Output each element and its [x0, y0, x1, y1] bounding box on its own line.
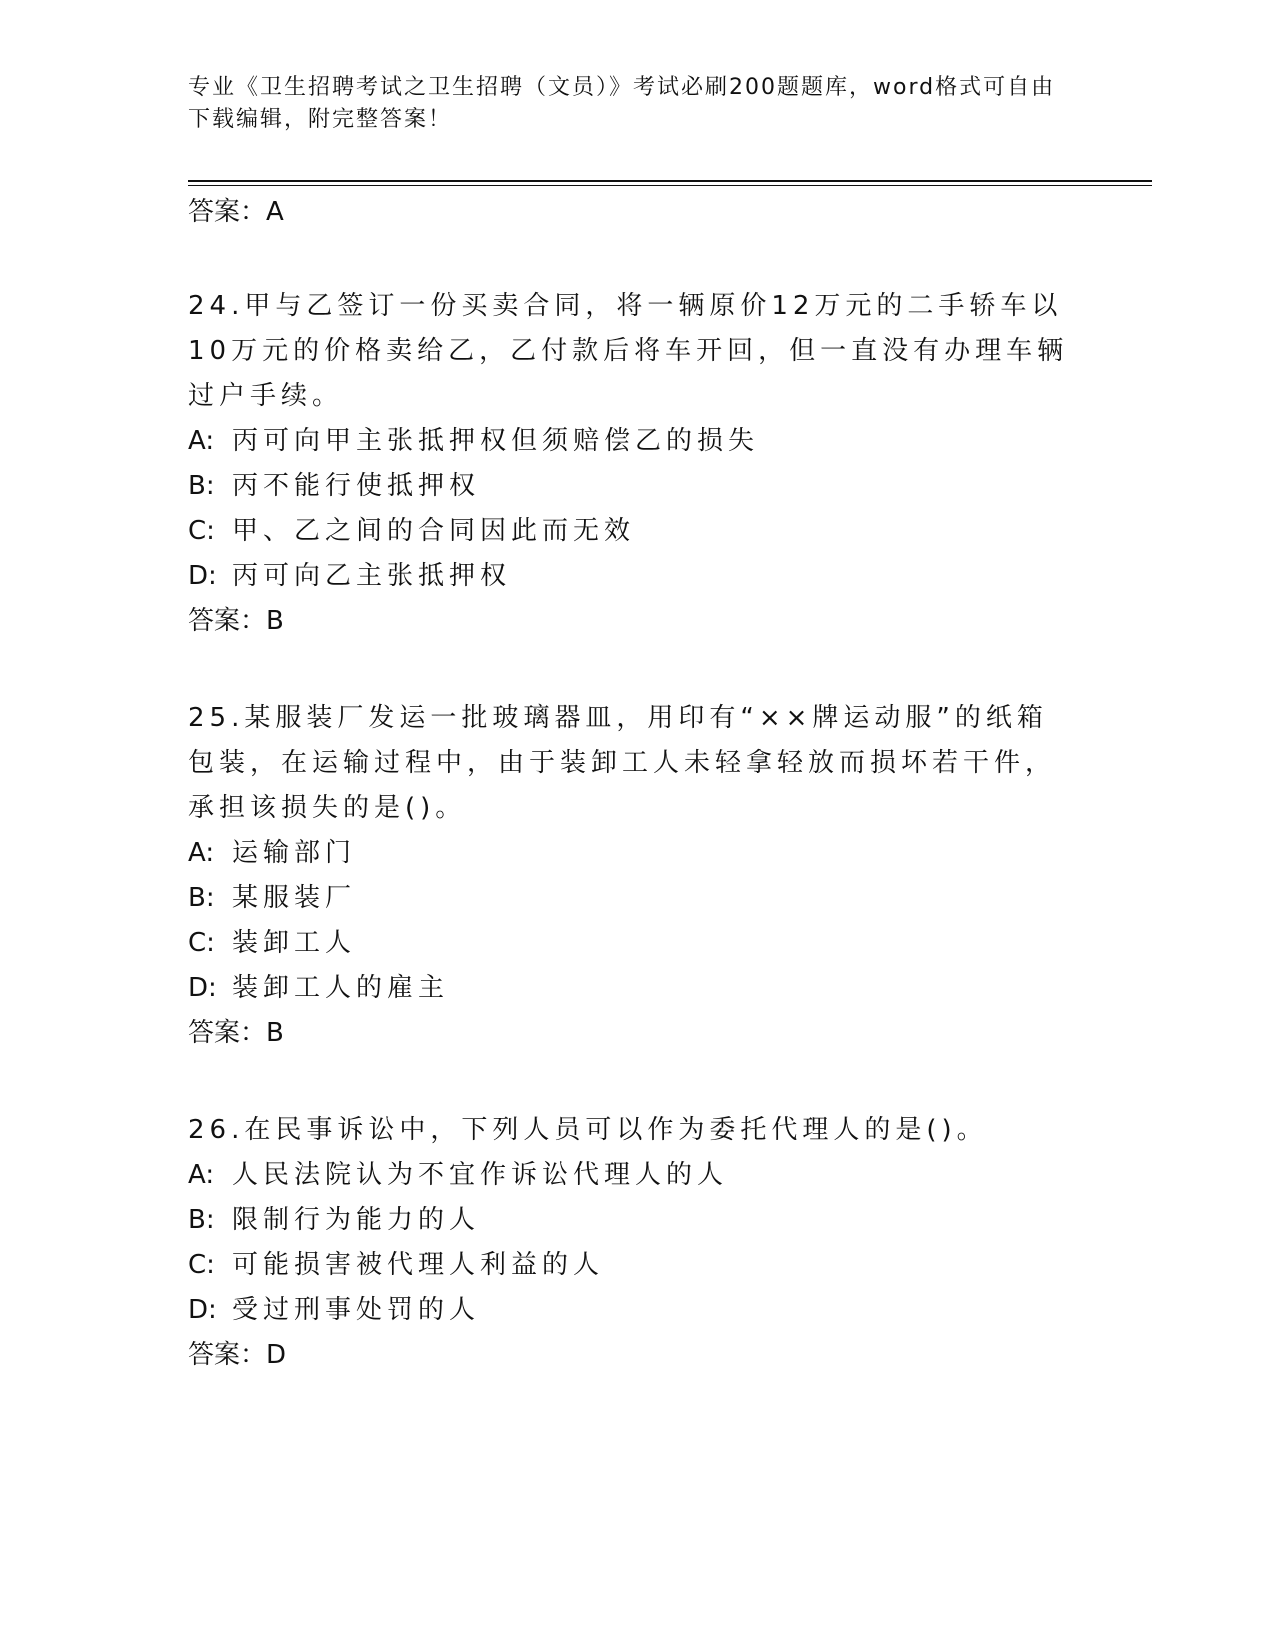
- option-b: [188, 876, 1088, 921]
- option-a: [188, 1153, 1088, 1198]
- option-c: [188, 1243, 1088, 1288]
- answer-label: 答案：D: [188, 1340, 287, 1370]
- option-a: [188, 831, 1088, 876]
- option-a: [188, 419, 1088, 464]
- option-key: B:: [188, 1205, 215, 1235]
- question-25: [188, 696, 1088, 1056]
- option-key: B:: [188, 883, 215, 913]
- header-rule-thin: [188, 185, 1152, 186]
- option-key: C:: [188, 516, 215, 546]
- option-key: A:: [188, 1160, 215, 1190]
- answer-label: 答案：B: [188, 1018, 284, 1048]
- option-key: B:: [188, 471, 215, 501]
- question-stem: 24.甲与乙签订一份买卖合同，将一辆原价12万元的二手轿车以10万元的价格卖给乙，乙付款后将车开回，但一直没有办理车辆过户手续。: [188, 291, 1069, 411]
- question-26: [188, 1108, 1088, 1378]
- option-text: 受过刑事处罚的人: [232, 1295, 481, 1325]
- option-c: [188, 509, 1088, 554]
- option-key: C:: [188, 1250, 215, 1280]
- option-text: 可能损害被代理人利益的人: [232, 1250, 605, 1280]
- option-key: D:: [188, 1295, 217, 1325]
- option-key: C:: [188, 928, 215, 958]
- question-list: [188, 190, 1088, 1378]
- option-key: A:: [188, 838, 215, 868]
- option-d: [188, 1288, 1088, 1333]
- option-text: 装卸工人的雇主: [232, 973, 450, 1003]
- option-text: 某服装厂: [232, 883, 357, 913]
- question-stem: 25.某服装厂发运一批玻璃器皿，用印有“××牌运动服”的纸箱包装，在运输过程中，由于装卸工人未轻拿轻放而损坏若干件，承担该损失的是()。: [188, 703, 1057, 823]
- option-b: [188, 464, 1088, 509]
- option-key: D:: [188, 973, 217, 1003]
- option-c: [188, 921, 1088, 966]
- option-text: 丙可向甲主张抵押权但须赔偿乙的损失: [232, 426, 760, 456]
- question-stem: 26.在民事诉讼中，下列人员可以作为委托代理人的是()。: [188, 1115, 988, 1145]
- option-text: 甲、乙之间的合同因此而无效: [232, 516, 636, 546]
- option-text: 人民法院认为不宜作诉讼代理人的人: [232, 1160, 729, 1190]
- option-b: [188, 1198, 1088, 1243]
- previous-answer: 答案：A: [188, 197, 284, 227]
- option-key: D:: [188, 561, 217, 591]
- header-rule-thick: [188, 180, 1152, 182]
- option-text: 丙不能行使抵押权: [232, 471, 481, 501]
- option-text: 限制行为能力的人: [232, 1205, 481, 1235]
- question-24: [188, 284, 1088, 644]
- option-key: A:: [188, 426, 215, 456]
- option-text: 运输部门: [232, 838, 357, 868]
- option-d: [188, 966, 1088, 1011]
- option-text: 装卸工人: [232, 928, 357, 958]
- answer-label: 答案：B: [188, 606, 284, 636]
- option-d: [188, 554, 1088, 599]
- page-header: 专业《卫生招聘考试之卫生招聘（文员）》考试必刷200题题库，word格式可自由下载编辑，附完整答案！: [188, 75, 1056, 132]
- option-text: 丙可向乙主张抵押权: [232, 561, 512, 591]
